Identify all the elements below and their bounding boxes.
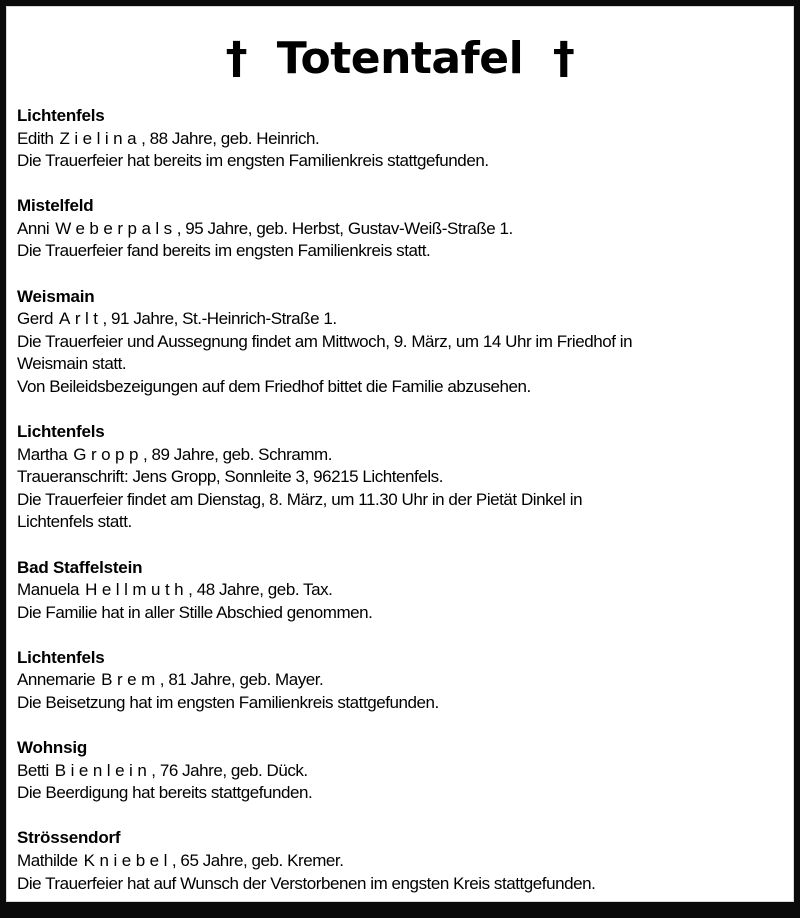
entry-place: Mistelfeld — [17, 196, 94, 216]
entry-place: Weismain — [17, 286, 95, 306]
entry-name-line — [17, 444, 781, 467]
obituary-list — [17, 105, 781, 918]
entry-surname: Zielina — [59, 128, 142, 148]
entry-details: , 89 Jahre, geb. Schramm. — [142, 444, 333, 464]
entry-text-line: Die Beisetzung hat im engsten Familienkreis stattgefunden. — [17, 692, 439, 712]
entry-first-name: Martha — [17, 444, 68, 464]
entry-name-line — [17, 128, 781, 151]
entry-name-line — [17, 579, 781, 602]
entry-surname: Gropp — [73, 444, 143, 464]
obituary-entry — [17, 827, 781, 895]
entry-text-line: Traueranschrift: Jens Gropp, Sonnleite 3, 96215 Lichtenfels. — [17, 467, 443, 487]
entry-details: , 76 Jahre, geb. Dück. — [151, 760, 308, 780]
entry-first-name: Manuela — [17, 580, 80, 600]
entry-name-line — [17, 760, 781, 783]
entry-details: , 91 Jahre, St.-Heinrich-Straße 1. — [102, 309, 337, 329]
entry-place: Bad Staffelstein — [17, 557, 143, 577]
entry-text-line: Die Trauerfeier findet am Dienstag, 8. März, um 11.30 Uhr in der Pietät Dinkel in — [17, 489, 583, 509]
entry-first-name: Edith — [17, 128, 54, 148]
entry-surname: Brem — [101, 670, 160, 690]
entry-text-line: Die Trauerfeier und Aussegnung findet am Mittwoch, 9. März, um 14 Uhr im Friedhof in — [17, 331, 633, 351]
entry-first-name: Anni — [17, 218, 50, 238]
obituary-entry — [17, 421, 781, 534]
entry-text-line: Weismain statt. — [17, 354, 127, 374]
entry-name-line — [17, 308, 781, 331]
entry-surname: Weberpals — [55, 218, 177, 238]
entry-text-line: Von Beileidsbezeigungen auf dem Friedhof bittet die Familie abzusehen. — [17, 376, 531, 396]
obituary-entry — [17, 737, 781, 805]
entry-first-name: Gerd — [17, 309, 53, 329]
entry-place: Lichtenfels — [17, 647, 105, 667]
entry-name-line — [17, 669, 781, 692]
entry-first-name: Mathilde — [17, 850, 78, 870]
entry-surname: Arlt — [59, 309, 103, 329]
entry-first-name: Betti — [17, 760, 49, 780]
entry-details: , 95 Jahre, geb. Herbst, Gustav-Weiß-Straße 1. — [176, 218, 513, 238]
entry-text-line: Die Familie hat in aller Stille Abschied genommen. — [17, 602, 373, 622]
entry-place: Lichtenfels — [17, 106, 105, 125]
entry-name-line — [17, 218, 781, 241]
entry-details: , 88 Jahre, geb. Heinrich. — [141, 128, 320, 148]
obituary-page — [6, 6, 794, 902]
entry-text-line: Die Beerdigung hat bereits stattgefunden. — [17, 783, 313, 803]
entry-text-line: Die Trauerfeier hat auf Wunsch der Verstorbenen im engsten Kreis stattgefunden. — [17, 873, 596, 893]
entry-details: , 81 Jahre, geb. Mayer. — [159, 670, 324, 690]
entry-place: Strössendorf — [17, 828, 121, 848]
entry-surname: Hellmuth — [85, 580, 189, 600]
entry-details: , 48 Jahre, geb. Tax. — [188, 580, 333, 600]
entry-name-line — [17, 850, 781, 873]
entry-place: Wohnsig — [17, 738, 88, 758]
obituary-entry — [17, 557, 781, 625]
obituary-entry — [17, 286, 781, 399]
entry-text-line: Die Trauerfeier fand bereits im engsten Familienkreis statt. — [17, 241, 431, 261]
entry-place: Lichtenfels — [17, 422, 105, 442]
entry-surname: Kniebel — [83, 850, 172, 870]
entry-text-line: Lichtenfels statt. — [17, 512, 132, 532]
obituary-entry — [17, 105, 781, 173]
entry-text-line: Die Trauerfeier hat bereits im engsten Familienkreis stattgefunden. — [17, 151, 489, 171]
entry-first-name: Annemarie — [17, 670, 96, 690]
obituary-entry — [17, 195, 781, 263]
entry-surname: Bienlein — [54, 760, 152, 780]
entry-details: , 65 Jahre, geb. Kremer. — [171, 850, 344, 870]
page-title: † Totentafel † — [225, 33, 575, 84]
obituary-entry — [17, 647, 781, 715]
